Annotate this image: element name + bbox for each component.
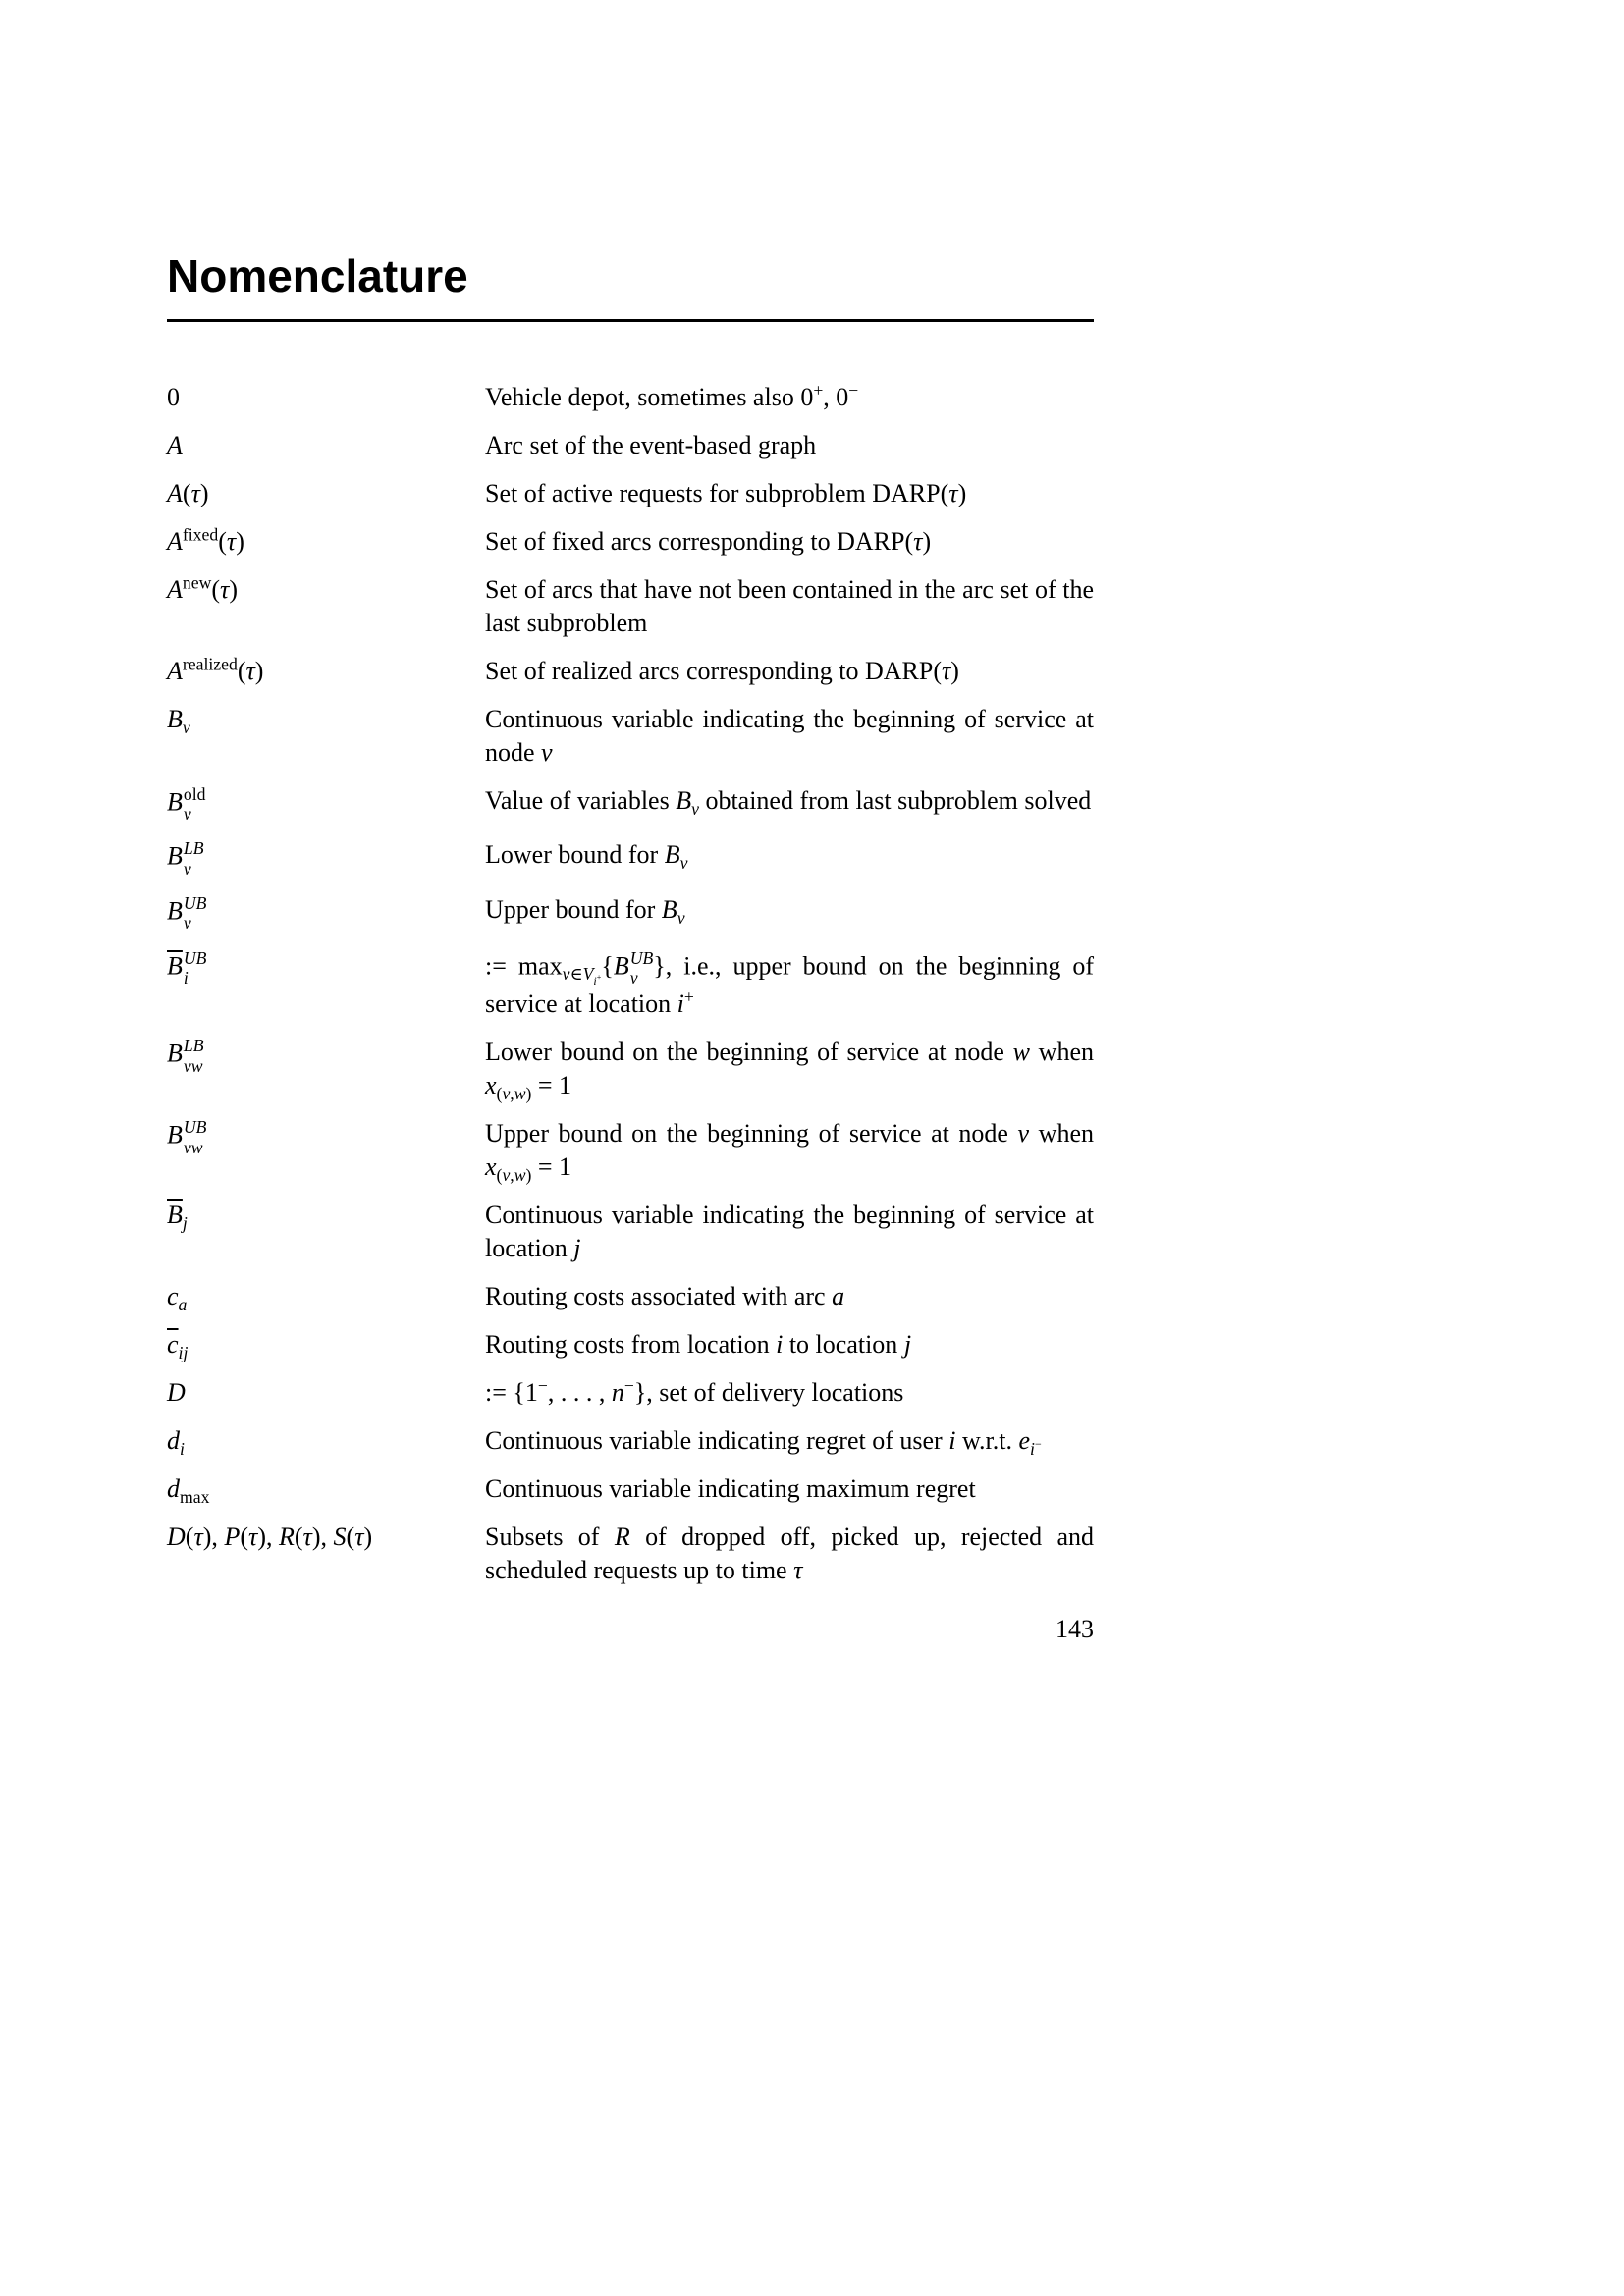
nomenclature-entry: [167, 893, 1094, 934]
nomenclature-entry: [167, 1521, 1094, 1587]
entry-symbol: $A^{fixed}(\tau)$: [167, 523, 244, 556]
entry-definition: Set of active requests for subproblem DARP(τ): [485, 478, 967, 507]
entry-symbol: B old v: [167, 783, 206, 824]
nomenclature-entry: [167, 525, 1094, 559]
entry-symbol: A: [167, 430, 183, 459]
title-rule: [167, 319, 1094, 322]
entry-definition: Value of variables $B_v$ obtained from last subproblem solved: [485, 785, 1092, 819]
entry-definition: Subsets of R of dropped off, picked up, rejected and scheduled requests up to time τ: [485, 1522, 1094, 1585]
entry-symbol: B UB vw: [167, 1117, 207, 1157]
nomenclature-entry: [167, 1199, 1094, 1265]
nomenclature-entry: [167, 573, 1094, 640]
entry-symbol: $d_i$: [167, 1426, 185, 1460]
entry-definition: Routing costs associated with arc a: [485, 1282, 845, 1311]
nomenclature-entry: [167, 703, 1094, 770]
entry-definition: Continuous variable indicating the beginning of service at node v: [485, 704, 1094, 767]
entry-symbol: $B_v$: [167, 704, 190, 737]
nomenclature-entry: [167, 838, 1094, 879]
entry-definition: Set of fixed arcs corresponding to DARP(τ): [485, 526, 932, 556]
nomenclature-entry: [167, 1328, 1094, 1362]
nomenclature-list: [167, 381, 1094, 1588]
entry-definition: Set of realized arcs corresponding to DARP(τ): [485, 656, 959, 685]
entry-symbol: B UB v: [167, 892, 207, 934]
nomenclature-entry: [167, 948, 1094, 1022]
nomenclature-entry: [167, 784, 1094, 825]
entry-definition: Upper bound on the beginning of service at node v when $x_{(v,w)} = 1$: [485, 1119, 1094, 1186]
entry-definition: Continuous variable indicating the beginning of service at location j: [485, 1201, 1094, 1263]
entry-symbol: B LB v: [167, 838, 204, 879]
nomenclature-entry: [167, 1376, 1094, 1410]
entry-definition: Routing costs from location i to location j: [485, 1330, 912, 1360]
entry-symbol: D(τ), P(τ), R(τ), S(τ): [167, 1522, 373, 1552]
entry-definition: Set of arcs that have not been contained in the arc set of the last subproblem: [485, 574, 1094, 637]
entry-symbol: $d_{max}$: [167, 1474, 210, 1508]
entry-symbol: $A^{new}(\tau)$: [167, 571, 238, 604]
entry-definition: Vehicle depot, sometimes also 0+, 0−: [485, 379, 859, 411]
page-title: Nomenclature: [167, 250, 468, 301]
nomenclature-entry: [167, 1424, 1094, 1458]
entry-symbol: $\overline{B}_j$: [167, 1201, 188, 1234]
nomenclature-entry: [167, 429, 1094, 462]
entry-definition: Arc set of the event-based graph: [485, 430, 817, 459]
nomenclature-entry: [167, 381, 1094, 414]
nomenclature-entry: [167, 477, 1094, 510]
nomenclature-entry: [167, 1036, 1094, 1102]
entry-definition: Continuous variable indicating regret of user i w.r.t. $e_{i^-}$: [485, 1426, 1042, 1460]
entry-symbol: 0: [167, 382, 180, 411]
entry-definition: Upper bound for $B_v$: [485, 894, 685, 929]
entry-symbol: $c_a$: [167, 1282, 188, 1315]
page-number: 143: [1056, 1615, 1094, 1643]
entry-symbol: B LB vw: [167, 1036, 204, 1076]
entry-symbol: D: [167, 1378, 186, 1408]
entry-definition: Lower bound on the beginning of service at node w when $x_{(v,w)} = 1$: [485, 1038, 1094, 1104]
entry-symbol: $A^{realized}(\tau)$: [167, 653, 264, 685]
page-content: [167, 251, 1094, 1602]
nomenclature-entry: [167, 655, 1094, 688]
nomenclature-entry: [167, 1280, 1094, 1313]
entry-symbol: A(τ): [167, 478, 209, 507]
entry-definition: := $\max_{v\in V_{i^+}}\{B$ UB v }, i.e., upper bound on the beginning of service at location i+: [485, 947, 1094, 1019]
entry-symbol: $\overline{B}$ UB i: [167, 947, 207, 988]
entry-definition: := {1−, . . . , n−}, set of delivery locations: [485, 1375, 904, 1408]
entry-symbol: $\overline{c}_{ij}$: [167, 1330, 189, 1363]
nomenclature-entry: [167, 1472, 1094, 1506]
entry-definition: Continuous variable indicating maximum regret: [485, 1474, 976, 1504]
entry-definition: Lower bound for $B_v$: [485, 840, 688, 874]
nomenclature-entry: [167, 1117, 1094, 1184]
